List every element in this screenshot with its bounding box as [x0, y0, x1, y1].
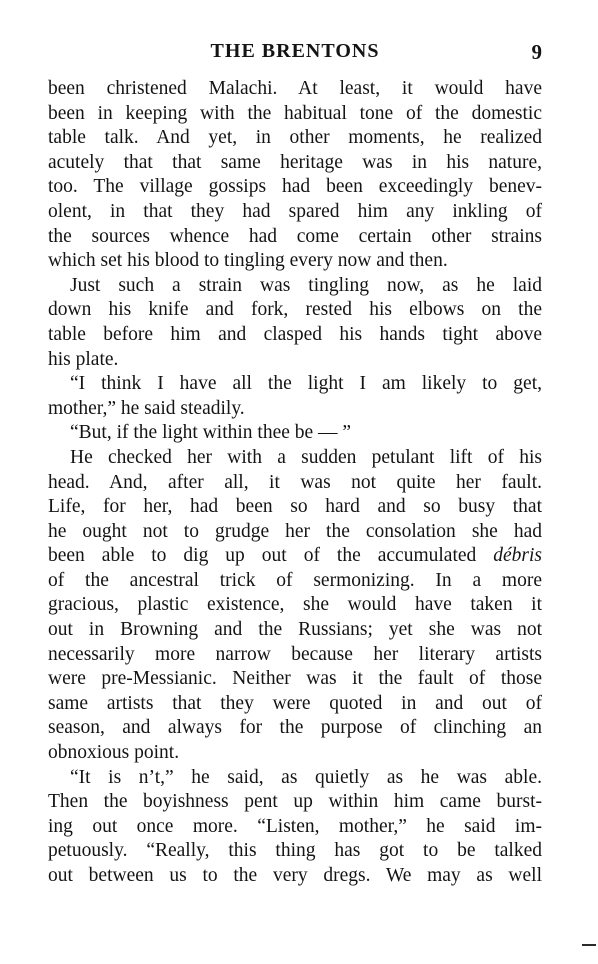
text-line: his plate.	[48, 348, 119, 370]
text-line: which set his blood to tingling every now and then.	[48, 250, 448, 272]
page-number: 9	[531, 40, 542, 64]
text-line: the sources whence had come certain other strains	[48, 225, 542, 247]
text-line: been in keeping with the habitual tone of the domestic	[48, 102, 542, 124]
text-line: “But, if the light within thee be — ”	[70, 422, 352, 444]
text-line: too. The village gossips had been exceedingly benev-	[48, 176, 542, 198]
text-line: He checked her with a sudden petulant lift of his	[70, 446, 542, 468]
text-line: season, and always for the purpose of clinching an	[48, 717, 542, 739]
text-line: he ought not to grudge her the consolation she had	[48, 520, 542, 542]
text-line: been christened Malachi. At least, it would have	[48, 78, 542, 99]
text-line: gracious, plastic existence, she would have taken it	[48, 594, 542, 616]
text-line: table talk. And yet, in other moments, he realized	[48, 127, 542, 149]
text-line: mother,” he said steadily.	[48, 397, 245, 419]
text-line: Life, for her, had been so hard and so busy that	[48, 496, 542, 518]
running-head	[48, 40, 542, 68]
text-line: “I think I have all the light I am likely to get,	[70, 373, 542, 395]
text-line: Just such a strain was tingling now, as he laid	[70, 274, 542, 296]
text-line: acutely that that same heritage was in his nature,	[48, 151, 542, 173]
text-line: were pre-Messianic. Neither was it the fault of those	[48, 668, 542, 690]
text-line: been able to dig up out of the accumulated débris	[48, 545, 542, 567]
text-line: petuously. “Really, this thing has got to be talked	[48, 840, 542, 862]
text-line: same artists that they were quoted in and out of	[48, 692, 542, 714]
running-title: THE BRENTONS	[210, 40, 380, 62]
text-line: of the ancestral trick of sermonizing. In a more	[48, 569, 542, 591]
text-line: “It is n’t,” he said, as quietly as he was able.	[70, 766, 542, 788]
page-edge-mark	[582, 944, 596, 946]
text-line: necessarily more narrow because her literary artists	[48, 643, 542, 665]
text-line: head. And, after all, it was not quite her fault.	[48, 471, 542, 493]
text-line: table before him and clasped his hands tight above	[48, 323, 542, 345]
text-line: Then the boyishness pent up within him came burst-	[48, 791, 542, 813]
text-line: out in Browning and the Russians; yet she was not	[48, 619, 542, 641]
text-line: obnoxious point.	[48, 742, 180, 764]
text-line: ing out once more. “Listen, mother,” he said im-	[48, 815, 542, 837]
text-line: out between us to the very dregs. We may as well	[48, 865, 542, 886]
text-line: down his knife and fork, rested his elbows on the	[48, 299, 542, 321]
body-text	[48, 77, 542, 889]
text-line: olent, in that they had spared him any inkling of	[48, 200, 542, 222]
